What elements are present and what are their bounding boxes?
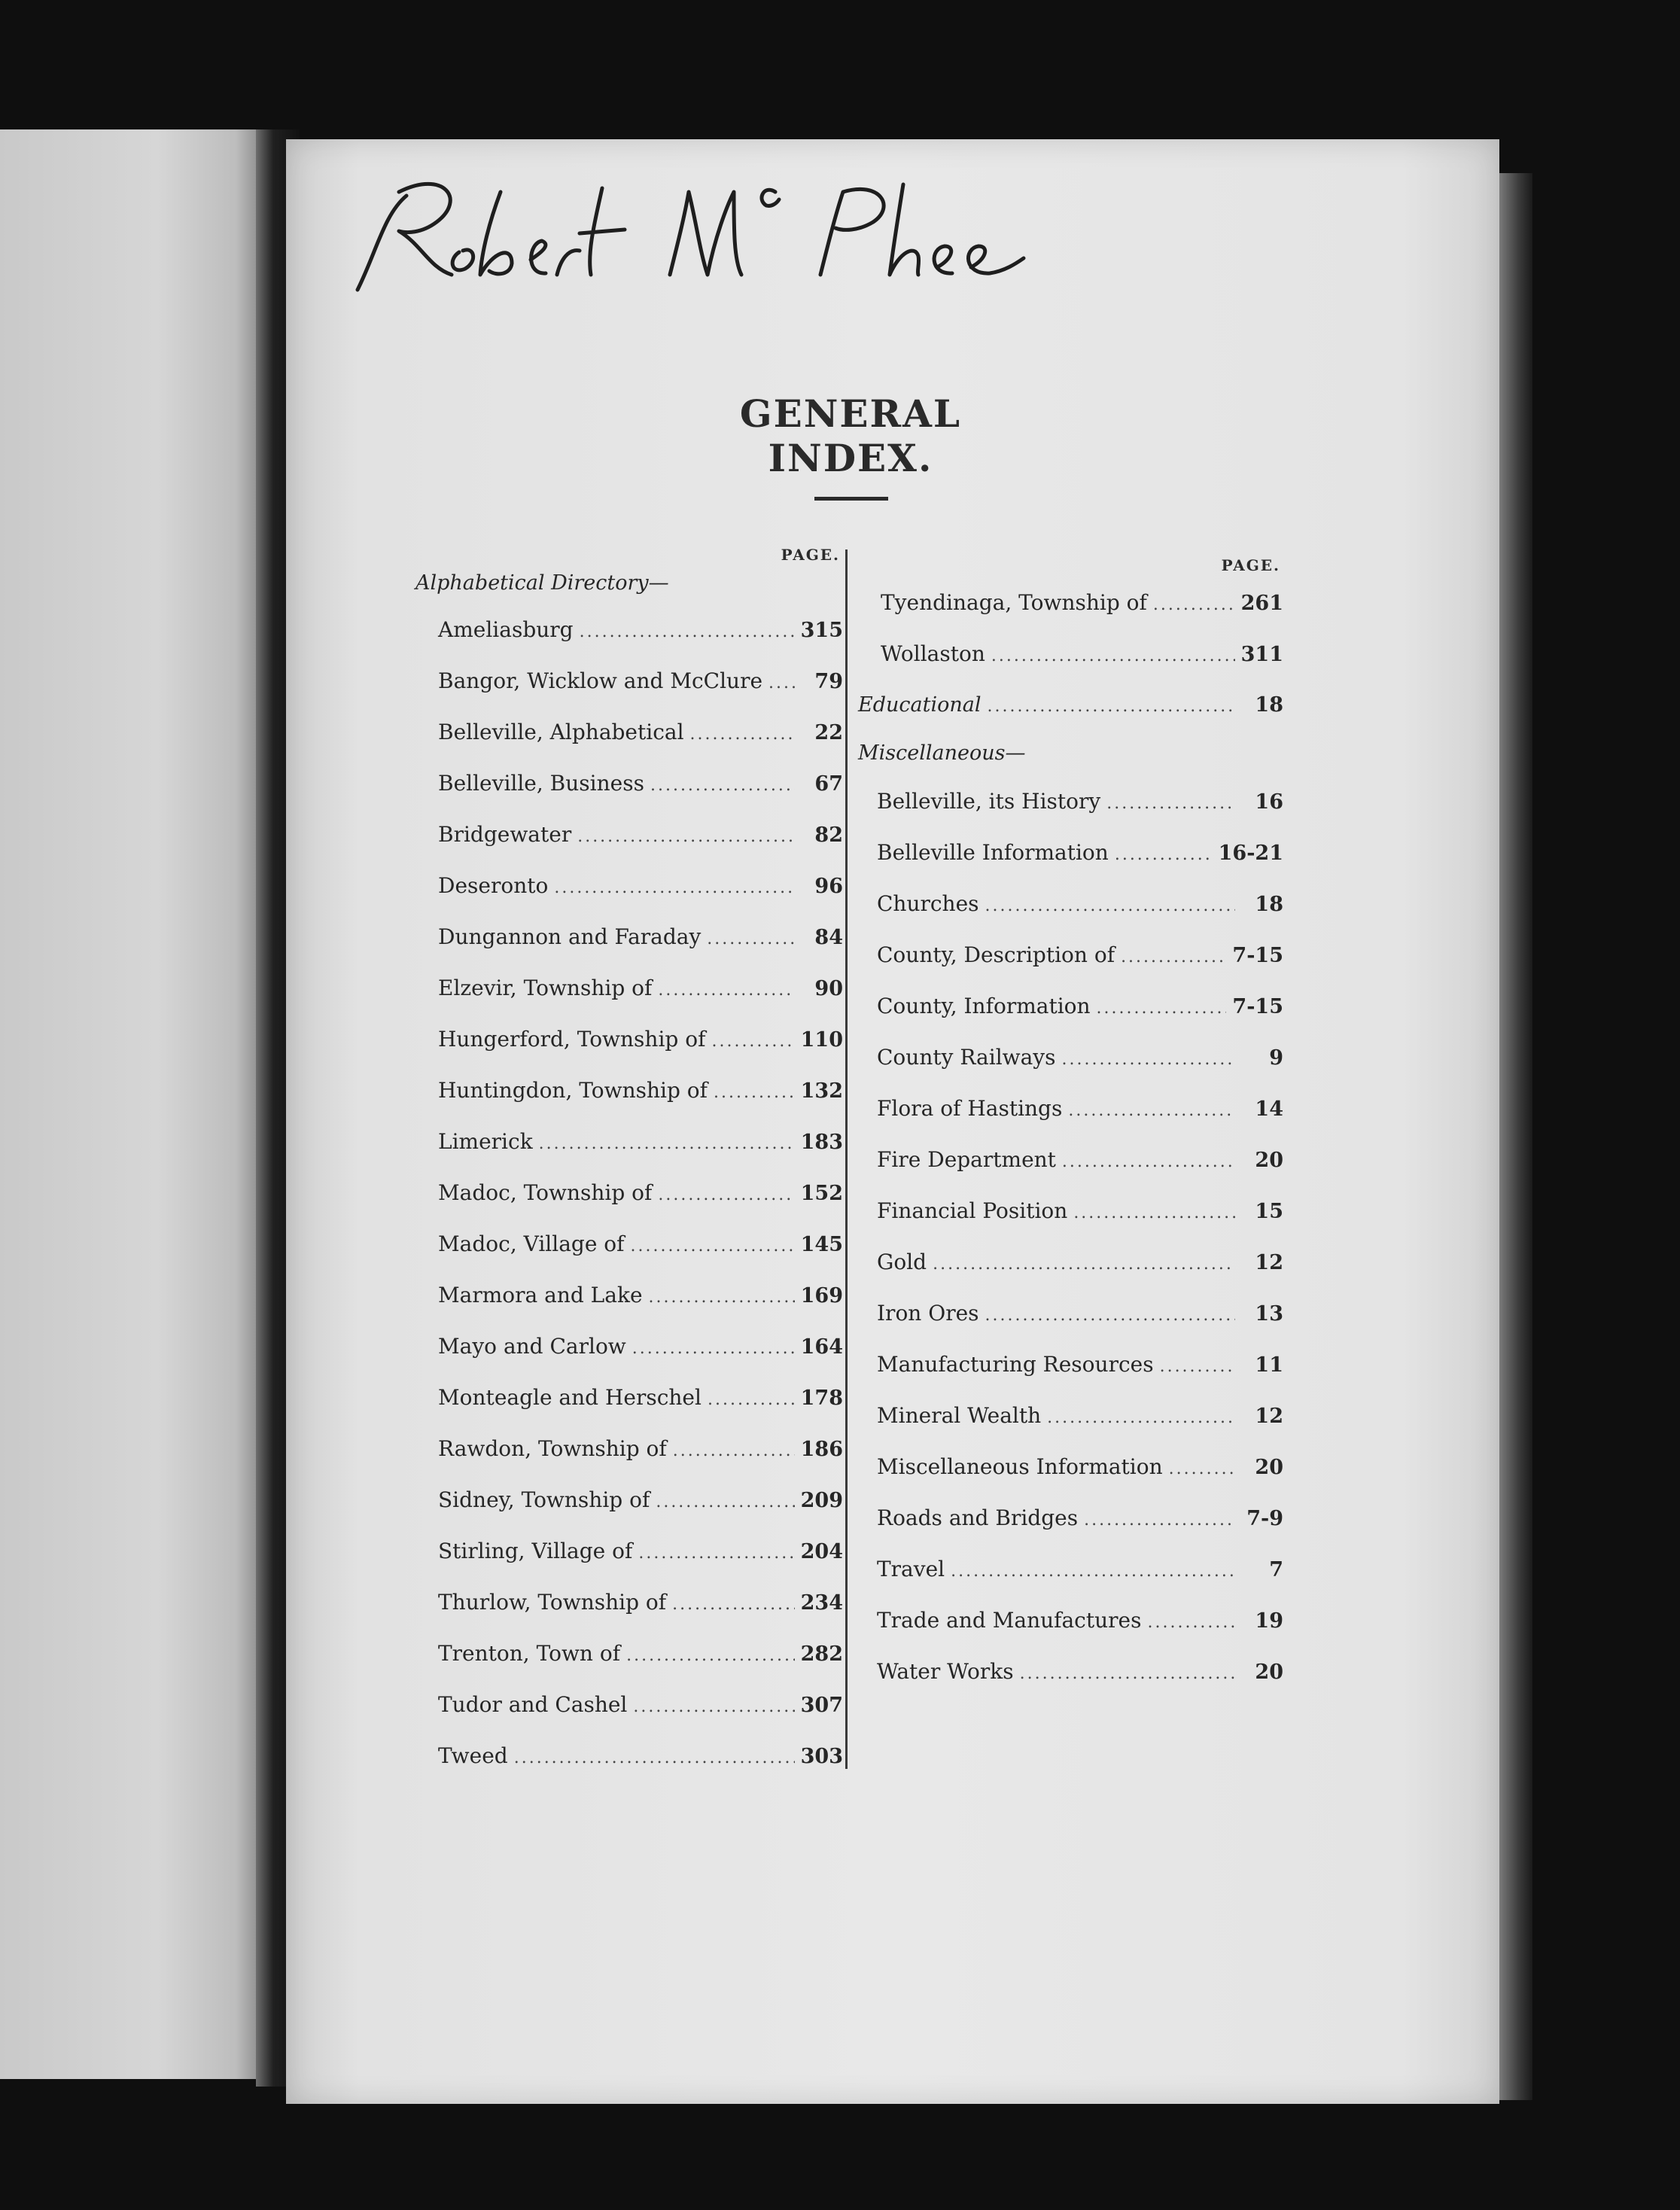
index-column-left: [414, 546, 843, 1782]
entry-page-number: 12: [1255, 1405, 1283, 1428]
entry-label: Belleville, Business: [438, 771, 644, 796]
leader-dots: [1073, 1188, 1235, 1239]
entry-label: Sidney, Township of: [438, 1487, 650, 1512]
entry-label: Trade and Manufactures: [877, 1608, 1142, 1633]
leader-dots: [658, 965, 795, 1016]
entry-page-number: 315: [800, 619, 843, 642]
entry-label: Bridgewater: [438, 822, 572, 847]
entry-label: Financial Position: [877, 1198, 1068, 1223]
leader-dots: [985, 881, 1235, 932]
leader-dots: [768, 658, 795, 709]
leader-dots: [708, 1374, 795, 1426]
entry-page-number: 18: [1255, 893, 1283, 916]
entry-label: Hungerford, Township of: [438, 1027, 706, 1052]
leader-dots: [991, 631, 1235, 682]
index-entry: [414, 860, 843, 912]
leader-dots: [631, 1221, 795, 1272]
entry-label: County Railways: [877, 1045, 1056, 1070]
entry-label: County, Information: [877, 994, 1091, 1018]
index-entry: [414, 604, 843, 656]
index-entry: [414, 1116, 843, 1167]
entry-page-number: 11: [1255, 1353, 1283, 1377]
entry-label: County, Description of: [877, 942, 1115, 967]
leader-dots: [672, 1579, 794, 1630]
index-entry: [858, 1390, 1283, 1441]
leader-dots: [1062, 1137, 1235, 1188]
index-entry: [858, 1134, 1283, 1186]
leader-dots: [633, 1682, 794, 1733]
entry-page-number: 13: [1255, 1302, 1283, 1326]
entry-page-number: 96: [814, 875, 843, 898]
entry-page-number: 186: [800, 1438, 843, 1461]
leader-dots: [933, 1239, 1235, 1290]
column-divider: [845, 549, 848, 1769]
index-entry: [414, 1731, 843, 1782]
index-entry: [414, 656, 843, 707]
leader-dots: [690, 709, 795, 760]
index-entry: [414, 1475, 843, 1526]
index-entry: [414, 963, 843, 1014]
leader-dots: [985, 1290, 1235, 1341]
entry-page-number: 132: [800, 1079, 843, 1103]
entry-label: Bangor, Wicklow and McClure: [438, 668, 763, 693]
entry-label: Deseronto: [438, 873, 549, 898]
index-entry: [414, 1270, 843, 1321]
entry-page-number: 22: [814, 721, 843, 744]
entry-label: Belleville, Alphabetical: [438, 720, 684, 744]
section-heading: Miscellaneous—: [858, 741, 1026, 765]
entry-label: Water Works: [877, 1659, 1014, 1684]
entry-label: Madoc, Township of: [438, 1180, 653, 1205]
left-facing-page: [0, 129, 262, 2079]
leader-dots: [638, 1528, 794, 1579]
handwritten-signature: [354, 162, 1046, 320]
entry-label: Churches: [877, 891, 979, 916]
leader-dots: [707, 914, 795, 965]
entry-label: Elzevir, Township of: [438, 976, 653, 1000]
entry-label: Rawdon, Township of: [438, 1436, 667, 1461]
entry-page-number: 145: [800, 1233, 843, 1256]
title-rule: [814, 497, 888, 501]
entry-page-number: 12: [1255, 1251, 1283, 1274]
entry-label: Limerick: [438, 1129, 533, 1154]
index-entry: [858, 1646, 1283, 1697]
index-entry: [858, 1595, 1283, 1646]
entry-page-number: 152: [800, 1182, 843, 1205]
index-entry: [414, 707, 843, 758]
entry-page-number: 20: [1255, 1661, 1283, 1684]
entry-page-number: 204: [800, 1540, 843, 1563]
index-entry: [414, 1372, 843, 1423]
index-entry: [858, 1493, 1283, 1544]
index-entry: [858, 1441, 1283, 1493]
index-entry: [858, 1186, 1283, 1237]
leader-dots: [711, 1016, 794, 1067]
entry-label: Dungannon and Faraday: [438, 924, 702, 949]
entry-label: Thurlow, Township of: [438, 1590, 667, 1615]
entry-label: Manufacturing Resources: [877, 1352, 1154, 1377]
index-entry: [858, 1032, 1283, 1083]
index-entry: [414, 1167, 843, 1219]
index-entry: [414, 1526, 843, 1577]
leader-dots: [951, 1546, 1235, 1597]
entry-label: Educational: [858, 693, 982, 717]
index-entry: [414, 1065, 843, 1116]
entry-page-number: 164: [800, 1335, 843, 1359]
page-title-text: GENERAL INDEX.: [739, 391, 962, 480]
section-heading: Alphabetical Directory—: [415, 571, 669, 595]
entry-label: Huntingdon, Township of: [438, 1078, 708, 1103]
index-entry: [858, 878, 1283, 930]
right-misc-entry-list: [858, 776, 1283, 1697]
index-entry: [414, 1014, 843, 1065]
entry-page-number: 14: [1255, 1097, 1283, 1121]
index-entry: [414, 1423, 843, 1475]
entry-page-number: 234: [800, 1591, 843, 1615]
entry-page-number: 311: [1240, 643, 1283, 666]
left-entry-list: [414, 604, 843, 1782]
index-entry: [858, 981, 1283, 1032]
leader-dots: [656, 1477, 794, 1528]
entry-label: Madoc, Village of: [438, 1231, 625, 1256]
entry-label: Trenton, Town of: [438, 1641, 621, 1666]
leader-dots: [577, 811, 795, 863]
entry-page-number: 20: [1255, 1149, 1283, 1172]
entry-label: Wollaston: [881, 641, 985, 666]
entry-page-number: 16-21: [1218, 842, 1283, 865]
leader-dots: [658, 1170, 794, 1221]
entry-label: Stirling, Village of: [438, 1539, 633, 1563]
entry-page-number: 9: [1269, 1046, 1283, 1070]
index-entry: [858, 1237, 1283, 1288]
entry-page-number: 261: [1240, 592, 1283, 615]
entry-page-number: 282: [800, 1642, 843, 1666]
index-entry: [414, 1219, 843, 1270]
entry-page-number: 209: [800, 1489, 843, 1512]
entry-page-number: 18: [1255, 693, 1283, 717]
entry-label: Travel: [877, 1557, 945, 1581]
entry-page-number: 303: [800, 1745, 843, 1768]
entry-label: Flora of Hastings: [877, 1096, 1063, 1121]
index-entry: [858, 1288, 1283, 1339]
entry-page-number: 90: [814, 977, 843, 1000]
entry-page-number: 178: [800, 1387, 843, 1410]
index-entry: [414, 809, 843, 860]
index-entry: [858, 776, 1283, 827]
entry-label: Gold: [877, 1250, 927, 1274]
leader-dots: [554, 863, 795, 914]
entry-label: Fire Department: [877, 1147, 1056, 1172]
entry-page-number: 7-15: [1232, 995, 1283, 1018]
leader-dots: [1115, 830, 1213, 881]
entry-page-number: 7: [1269, 1558, 1283, 1581]
entry-page-number: 7-9: [1246, 1507, 1283, 1530]
index-entry: [858, 680, 1283, 731]
leader-dots: [1160, 1341, 1235, 1393]
entry-page-number: 169: [800, 1284, 843, 1307]
index-entry: [858, 1083, 1283, 1134]
leader-dots: [714, 1067, 795, 1119]
leader-dots: [1020, 1648, 1235, 1700]
index-entry: [858, 1544, 1283, 1595]
entry-page-number: 20: [1255, 1456, 1283, 1479]
leader-dots: [1068, 1085, 1235, 1137]
leader-dots: [673, 1426, 795, 1477]
entry-page-number: 82: [814, 823, 843, 847]
entry-label: Tweed: [438, 1743, 508, 1768]
index-entry: [414, 1628, 843, 1679]
index-entry: [858, 629, 1283, 680]
leader-dots: [626, 1630, 795, 1682]
leader-dots: [539, 1119, 795, 1170]
leader-dots: [1084, 1495, 1235, 1546]
leader-dots: [632, 1323, 795, 1374]
right-top-entry-list: [858, 577, 1283, 680]
leader-dots: [1047, 1393, 1235, 1444]
page-edge: [1499, 173, 1532, 2100]
index-entry: [858, 930, 1283, 981]
leader-dots: [1147, 1597, 1235, 1648]
entry-label: Belleville Information: [877, 840, 1109, 865]
entry-page-number: 110: [800, 1028, 843, 1052]
index-entry: [858, 1339, 1283, 1390]
entry-page-number: 67: [814, 772, 843, 796]
leader-dots: [1062, 1034, 1236, 1085]
entry-label: Mayo and Carlow: [438, 1334, 626, 1359]
index-entry: [414, 1679, 843, 1731]
leader-dots: [987, 681, 1235, 732]
entry-page-number: 15: [1255, 1200, 1283, 1223]
entry-page-number: 79: [814, 670, 843, 693]
entry-label: Iron Ores: [877, 1301, 979, 1326]
index-entry: [858, 827, 1283, 878]
entry-label: Mineral Wealth: [877, 1403, 1042, 1428]
entry-page-number: 7-15: [1232, 944, 1283, 967]
entry-label: Marmora and Lake: [438, 1283, 643, 1307]
entry-label: Roads and Bridges: [877, 1505, 1079, 1530]
leader-dots: [514, 1733, 795, 1784]
entry-label: Tyendinaga, Township of: [881, 590, 1147, 615]
page-column-header: PAGE.: [781, 546, 840, 564]
index-entry: [414, 758, 843, 809]
entry-page-number: 16: [1255, 790, 1283, 814]
entry-label: Ameliasburg: [438, 617, 574, 642]
entry-page-number: 84: [814, 926, 843, 949]
leader-dots: [1169, 1444, 1235, 1495]
index-entry: [414, 1321, 843, 1372]
entry-label: Belleville, its History: [877, 789, 1101, 814]
leader-dots: [650, 760, 795, 811]
leader-dots: [1153, 580, 1235, 631]
leader-dots: [1106, 778, 1235, 830]
entry-page-number: 307: [800, 1694, 843, 1717]
entry-label: Miscellaneous Information: [877, 1454, 1163, 1479]
entry-label: Monteagle and Herschel: [438, 1385, 702, 1410]
leader-dots: [1121, 932, 1226, 983]
entry-page-number: 19: [1255, 1609, 1283, 1633]
index-column-right: [858, 546, 1283, 1697]
page-column-header: PAGE.: [1221, 556, 1280, 574]
leader-dots: [1097, 983, 1227, 1034]
entry-label: Tudor and Cashel: [438, 1692, 628, 1717]
leader-dots: [649, 1272, 795, 1323]
index-entry: [414, 912, 843, 963]
entry-page-number: 183: [800, 1131, 843, 1154]
index-entry: [858, 577, 1283, 629]
leader-dots: [580, 607, 795, 658]
index-entry: [414, 1577, 843, 1628]
